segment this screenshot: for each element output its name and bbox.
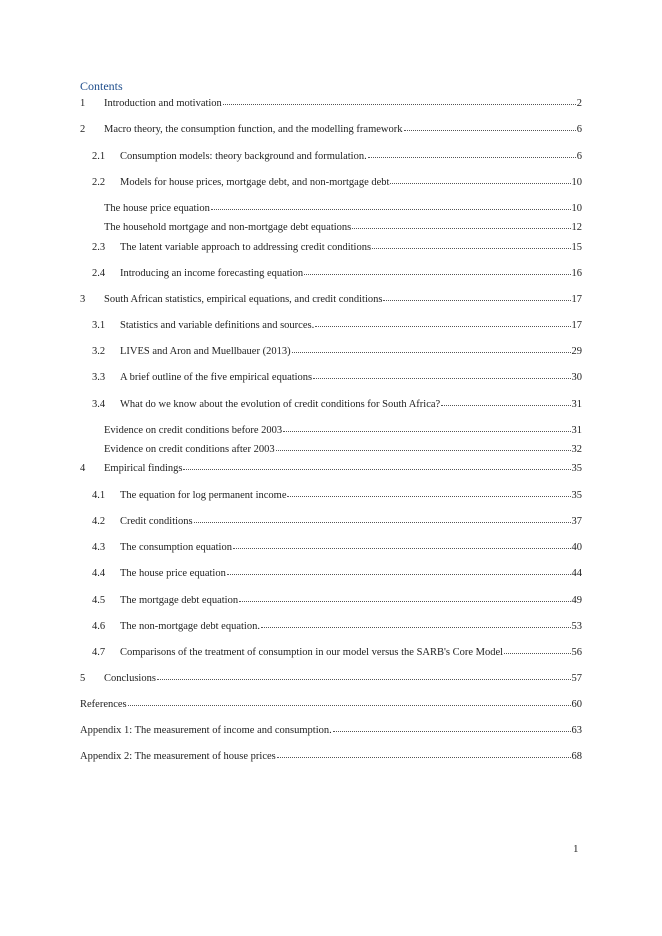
toc-entry[interactable]: [80, 723, 582, 737]
toc-entry[interactable]: [104, 442, 582, 456]
dot-leader: [157, 670, 571, 680]
toc-entry[interactable]: [92, 240, 582, 254]
dot-leader: [223, 95, 576, 105]
toc-entry-number: 2.1: [92, 151, 106, 162]
dot-leader: [292, 343, 571, 353]
toc-entry-page: 2: [576, 98, 582, 109]
dot-leader: [211, 200, 571, 210]
toc-entry-title: Introducing an income forecasting equation: [120, 268, 304, 279]
toc-entry[interactable]: [92, 397, 582, 411]
toc-entry-title: A brief outline of the five empirical equations: [120, 372, 313, 383]
toc-entry[interactable]: [92, 370, 582, 384]
toc-entry[interactable]: [92, 566, 582, 580]
dot-leader: [276, 441, 571, 451]
toc-entry-page: 56: [571, 647, 582, 658]
toc-entry-title: The consumption equation: [120, 542, 232, 553]
dot-leader: [277, 748, 571, 758]
dot-leader: [227, 565, 571, 575]
toc-entry-title: Macro theory, the consumption function, and the modelling framework: [104, 124, 403, 135]
toc-entry-page: 17: [571, 320, 582, 331]
toc-entry[interactable]: [104, 220, 582, 234]
toc-entry[interactable]: [80, 697, 582, 711]
toc-entry-number: 4.6: [92, 621, 106, 632]
toc-entry-title: Consumption models: theory background and formulation.: [120, 151, 367, 162]
dot-leader: [504, 644, 570, 654]
toc-entry-page: 37: [571, 516, 582, 527]
toc-entry-title: The latent variable approach to addressing credit conditions: [120, 242, 372, 253]
dot-leader: [315, 317, 570, 327]
toc-entry-page: 10: [571, 203, 582, 214]
toc-entry[interactable]: [92, 645, 582, 659]
toc-entry-page: 17: [571, 294, 582, 305]
dot-leader: [372, 239, 570, 249]
toc-entry[interactable]: [92, 318, 582, 332]
toc-entry-number: 3.1: [92, 320, 106, 331]
toc-entry[interactable]: [80, 96, 582, 110]
toc-entry-number: 4.3: [92, 542, 106, 553]
toc-entry-number: 2.3: [92, 242, 106, 253]
toc-entry-number: 4: [80, 463, 86, 474]
toc-entry-number: 2.4: [92, 268, 106, 279]
toc-entry-number: 4.1: [92, 490, 106, 501]
toc-entry[interactable]: [92, 149, 582, 163]
toc-entry-title: The mortgage debt equation: [120, 595, 239, 606]
toc-entry[interactable]: [92, 175, 582, 189]
dot-leader: [313, 369, 570, 379]
toc-entry-page: 53: [571, 621, 582, 632]
toc-entry-title: LIVES and Aron and Muellbauer (2013): [120, 346, 291, 357]
toc-entry[interactable]: [92, 619, 582, 633]
dot-leader: [383, 291, 570, 301]
dot-leader: [304, 265, 570, 275]
toc-entry[interactable]: [92, 344, 582, 358]
dot-leader: [283, 422, 570, 432]
toc-entry-title: The household mortgage and non-mortgage debt equations: [104, 222, 352, 233]
toc-entry-title: Evidence on credit conditions after 2003: [104, 444, 275, 455]
dot-leader: [239, 592, 570, 602]
dot-leader: [128, 696, 571, 706]
toc-entry-page: 16: [571, 268, 582, 279]
toc-entry-number: 4.2: [92, 516, 106, 527]
toc-entry[interactable]: [80, 749, 582, 763]
toc-entry-title: Empirical findings: [104, 463, 183, 474]
toc-entry-page: 12: [571, 222, 582, 233]
toc-entry-page: 15: [571, 242, 582, 253]
toc-entry-page: 32: [571, 444, 582, 455]
dot-leader: [333, 722, 571, 732]
dot-leader: [287, 487, 570, 497]
page-number: 1: [573, 843, 579, 855]
toc-entry-page: 31: [571, 425, 582, 436]
dot-leader: [183, 460, 570, 470]
toc-entry-title: Appendix 1: The measurement of income and consumption.: [80, 725, 332, 736]
dot-leader: [194, 513, 571, 523]
toc-entry-page: 57: [571, 673, 582, 684]
toc-entry[interactable]: [92, 593, 582, 607]
toc-entry-title: The house price equation: [120, 568, 226, 579]
dot-leader: [352, 219, 570, 229]
toc-entry-number: 3.3: [92, 372, 106, 383]
toc-entry-title: References: [80, 699, 127, 710]
dot-leader: [233, 539, 571, 549]
toc-entry-number: 4.7: [92, 647, 106, 658]
toc-entry-number: 4.5: [92, 595, 106, 606]
toc-entry-title: The non-mortgage debt equation.: [120, 621, 260, 632]
toc-entry-page: 29: [571, 346, 582, 357]
toc-entry[interactable]: [92, 540, 582, 554]
toc-entry-page: 30: [571, 372, 582, 383]
toc-entry-title: Conclusions: [104, 673, 156, 684]
toc-title: Contents: [80, 79, 123, 93]
toc-entry-title: Appendix 2: The measurement of house prices: [80, 751, 276, 762]
toc-entry-page: 68: [571, 751, 582, 762]
toc-entry-title: South African statistics, empirical equations, and credit conditions: [104, 294, 383, 305]
toc-entry-title: The equation for log permanent income: [120, 490, 287, 501]
toc-entry-page: 6: [576, 124, 582, 135]
dot-leader: [404, 121, 576, 131]
toc-entry-title: The house price equation: [104, 203, 210, 214]
toc-entry[interactable]: [104, 423, 582, 437]
toc-entry-page: 6: [576, 151, 582, 162]
toc-entry-page: 44: [571, 568, 582, 579]
toc-entry-page: 31: [571, 399, 582, 410]
toc-entry[interactable]: [92, 266, 582, 280]
toc-entry-number: 3.2: [92, 346, 106, 357]
toc-entry[interactable]: [80, 461, 582, 475]
toc-entry-number: 4.4: [92, 568, 106, 579]
toc-entry-number: 1: [80, 98, 86, 109]
toc-entry-title: Models for house prices, mortgage debt, and non-mortgage debt: [120, 177, 390, 188]
toc-entry-title: Introduction and motivation: [104, 98, 222, 109]
toc-entry-page: 60: [571, 699, 582, 710]
toc-entry-number: 3.4: [92, 399, 106, 410]
toc-entry-page: 35: [571, 463, 582, 474]
toc-entry-page: 49: [571, 595, 582, 606]
toc-entry[interactable]: [80, 671, 582, 685]
toc-entry-number: 5: [80, 673, 86, 684]
toc-entry[interactable]: [80, 292, 582, 306]
dot-leader: [368, 148, 576, 158]
toc-entry-page: 10: [571, 177, 582, 188]
toc-entry-number: 2.2: [92, 177, 106, 188]
toc-entry-number: 2: [80, 124, 86, 135]
toc-entry-number: 3: [80, 294, 86, 305]
toc-entry[interactable]: [92, 488, 582, 502]
toc-entry-title: What do we know about the evolution of credit conditions for South Africa?: [120, 399, 441, 410]
toc-entry[interactable]: [80, 122, 582, 136]
dot-leader: [261, 618, 571, 628]
toc-entry-page: 63: [571, 725, 582, 736]
toc-entry-page: 40: [571, 542, 582, 553]
toc-entry[interactable]: [104, 201, 582, 215]
toc-entry-title: Statistics and variable definitions and sources.: [120, 320, 315, 331]
dot-leader: [390, 174, 570, 184]
dot-leader: [441, 396, 570, 406]
toc-entry-title: Comparisons of the treatment of consumption in our model versus the SARB's Core Model: [120, 647, 504, 658]
toc-entry-page: 35: [571, 490, 582, 501]
toc-entry-title: Evidence on credit conditions before 2003: [104, 425, 283, 436]
toc-entry[interactable]: [92, 514, 582, 528]
toc-entry-title: Credit conditions: [120, 516, 193, 527]
